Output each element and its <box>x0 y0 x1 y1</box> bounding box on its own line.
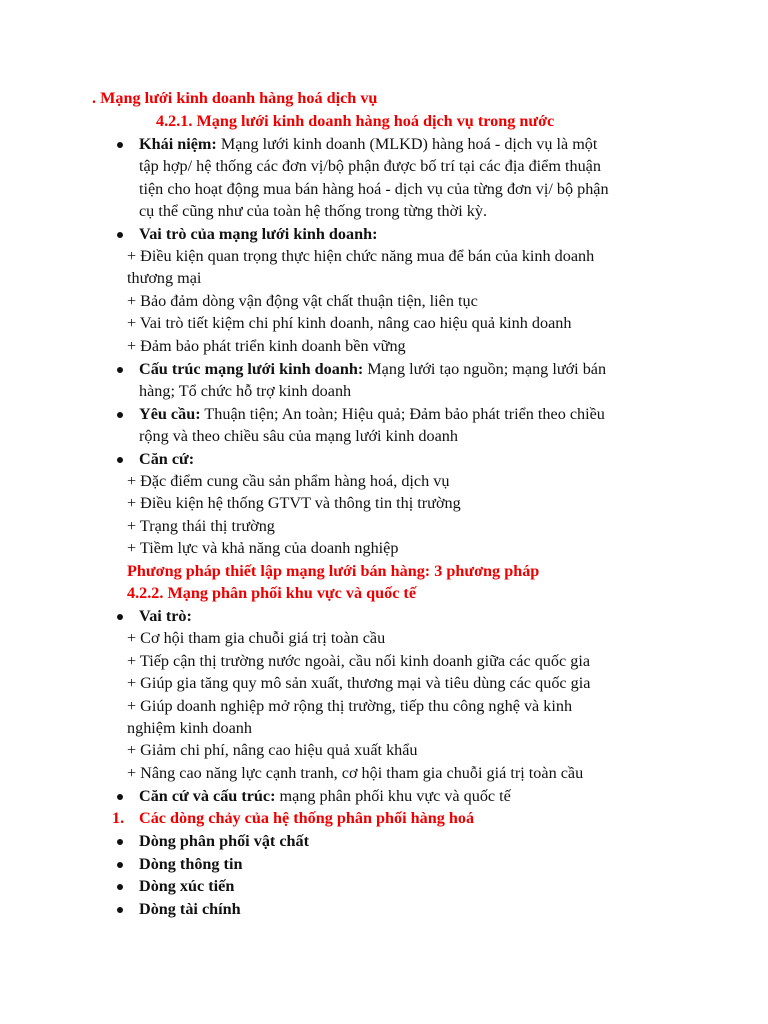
khai-niem-label: Khái niệm: <box>139 135 217 153</box>
vai-tro-pp-item: + Giúp gia tăng quy mô sản xuất, thương mại và tiêu dùng các quốc gia <box>127 674 591 692</box>
vai-tro-pp-item: + Nâng cao năng lực cạnh tranh, cơ hội tham gia chuỗi giá trị toàn cầu <box>127 764 584 782</box>
vai-tro-mlkd-item: + Đảm bảo phát triển kinh doanh bền vững <box>127 337 406 355</box>
cau-truc-line1 <box>139 358 606 380</box>
yeu-cau-text1: Thuận tiện; An toàn; Hiệu quả; Đảm bảo phát triển theo chiều <box>200 405 605 423</box>
cau-truc-text1: Mạng lưới tạo nguồn; mạng lưới bán <box>363 360 607 378</box>
bullet-icon <box>117 839 123 845</box>
khai-niem-line2: tập hợp/ hệ thống các đơn vị/bộ phận được bố trí tại các địa điểm thuận <box>139 157 601 175</box>
can-cu-item: + Đặc điểm cung cầu sản phẩm hàng hoá, dịch vụ <box>127 472 450 490</box>
bullet-icon <box>117 907 123 913</box>
can-cu-item: + Trạng thái thị trường <box>127 517 275 535</box>
khai-niem-line3: tiện cho hoạt động mua bán hàng hoá - dịch vụ của từng đơn vị/ bộ phận <box>139 180 609 198</box>
vai-tro-mlkd-item: + Bảo đảm dòng vận động vật chất thuận tiện, liên tục <box>127 292 478 310</box>
bullet-icon <box>117 367 123 373</box>
subsection-heading-422: 4.2.2. Mạng phân phối khu vực và quốc tế <box>127 584 417 602</box>
khai-niem-line1 <box>139 133 597 155</box>
bullet-icon <box>117 614 123 620</box>
yeu-cau-line1 <box>139 403 605 425</box>
bullet-icon <box>117 884 123 890</box>
dong-item: Dòng xúc tiến <box>139 877 235 895</box>
vai-tro-mlkd-item: + Điều kiện quan trọng thực hiện chức năng mua để bán của kinh doanh <box>127 247 595 265</box>
section-heading: . Mạng lưới kinh doanh hàng hoá dịch vụ <box>92 89 378 107</box>
can-cu-item: + Tiềm lực và khả năng của doanh nghiệp <box>127 539 399 557</box>
vai-tro-pp-item: + Giảm chi phí, nâng cao hiệu quả xuất khẩu <box>127 741 418 759</box>
vai-tro-pp-item: + Giúp doanh nghiệp mở rộng thị trường, tiếp thu công nghệ và kinh <box>127 697 573 715</box>
bullet-icon <box>117 457 123 463</box>
dong-item: Dòng tài chính <box>139 900 241 918</box>
subsection-heading-421: 4.2.1. Mạng lưới kinh doanh hàng hoá dịch vụ trong nước <box>156 112 555 130</box>
can-cu-cau-truc-label: Căn cứ và cấu trúc: <box>139 787 276 805</box>
yeu-cau-label: Yêu cầu: <box>139 405 201 423</box>
cau-truc-label: Cấu trúc mạng lưới kinh doanh: <box>139 360 364 378</box>
can-cu-label: Căn cứ: <box>139 450 195 468</box>
can-cu-cau-truc-line <box>139 785 511 807</box>
vai-tro-pp-item: nghiệm kinh doanh <box>127 719 252 737</box>
can-cu-cau-truc-text: mạng phân phối khu vực và quốc tế <box>275 787 511 805</box>
cau-truc-line2: hàng; Tổ chức hỗ trợ kinh doanh <box>139 382 352 400</box>
vai-tro-pp-item: + Tiếp cận thị trường nước ngoài, cầu nối kinh doanh giữa các quốc gia <box>127 652 591 670</box>
bullet-icon <box>117 862 123 868</box>
vai-tro-mlkd-item: + Vai trò tiết kiệm chi phí kinh doanh, nâng cao hiệu quả kinh doanh <box>127 314 572 332</box>
bullet-icon <box>117 412 123 418</box>
list-number: 1. <box>112 809 125 827</box>
dong-item: Dòng phân phối vật chất <box>139 832 310 850</box>
vai-tro-mlkd-label: Vai trò của mạng lưới kinh doanh: <box>139 225 378 243</box>
khai-niem-text1: Mạng lưới kinh doanh (MLKD) hàng hoá - dịch vụ là một <box>216 135 598 153</box>
yeu-cau-line2: rộng và theo chiều sâu của mạng lưới kinh doanh <box>139 427 458 445</box>
bullet-icon <box>117 794 123 800</box>
khai-niem-line4: cụ thể cũng như của toàn hệ thống trong từng thời kỳ. <box>139 202 487 220</box>
numbered-heading: Các dòng chảy của hệ thống phân phối hàng hoá <box>139 809 475 827</box>
bullet-icon <box>117 142 123 148</box>
vai-tro-mlkd-item: thương mại <box>127 269 202 287</box>
vai-tro-pp-label: Vai trò: <box>139 607 192 625</box>
phuong-phap-heading: Phương pháp thiết lập mạng lưới bán hàng: 3 phương pháp <box>127 562 540 580</box>
bullet-icon <box>117 232 123 238</box>
can-cu-item: + Điều kiện hệ thống GTVT và thông tin thị trường <box>127 494 461 512</box>
dong-item: Dòng thông tin <box>139 855 243 873</box>
vai-tro-pp-item: + Cơ hội tham gia chuỗi giá trị toàn cầu <box>127 629 386 647</box>
